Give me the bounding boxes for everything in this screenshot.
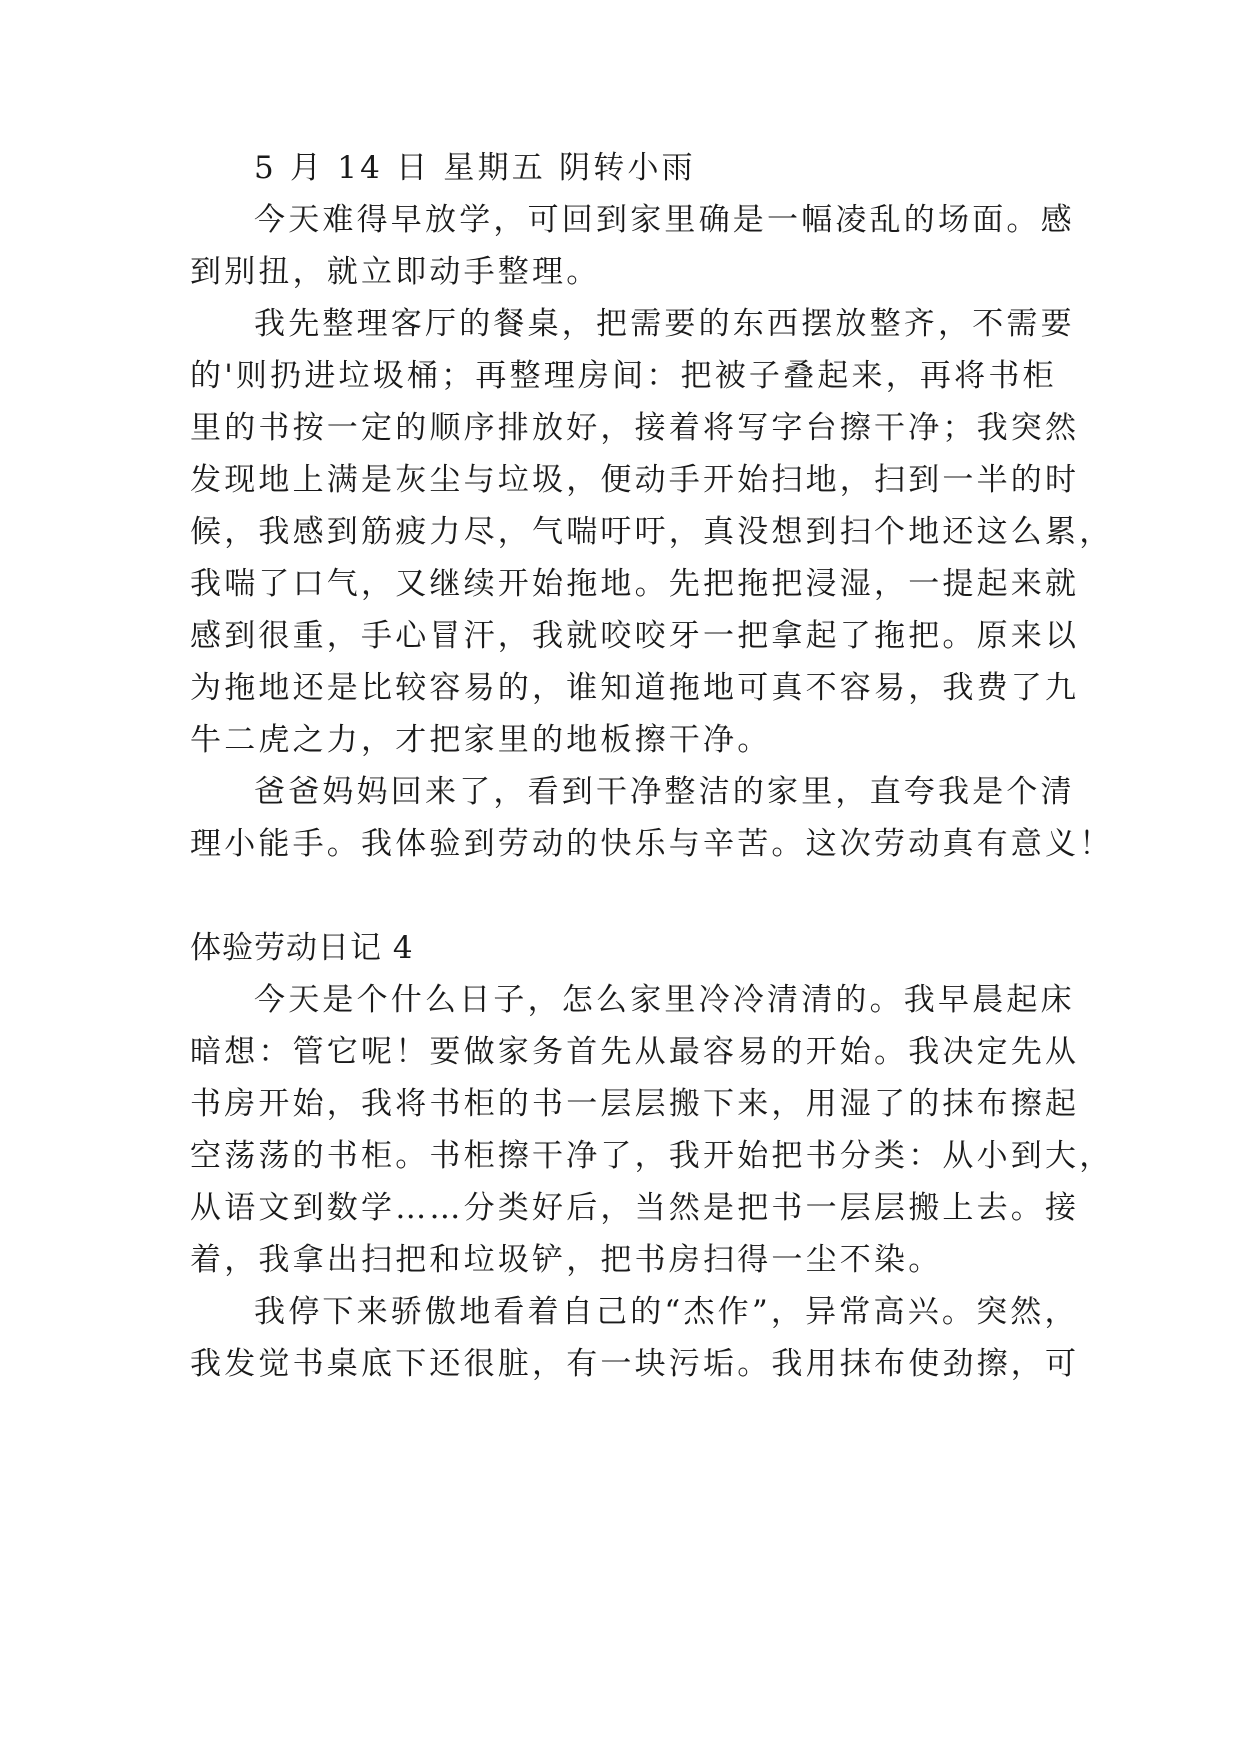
paragraph-line: 暗想：管它呢！要做家务首先从最容易的开始。我决定先从 [190,1034,1080,1070]
paragraph-line: 爸爸妈妈回来了，看到干净整洁的家里，直夸我是个清 [254,774,1075,810]
paragraph-line: 到别扭，就立即动手整理。 [190,254,601,290]
paragraph-line: 着，我拿出扫把和垃圾铲，把书房扫得一尘不染。 [190,1242,943,1278]
paragraph-line: 空荡荡的书柜。书柜擦干净了，我开始把书分类：从小到大， [190,1138,1114,1174]
paragraph-line: 我发觉书桌底下还很脏，有一块污垢。我用抹布使劲擦，可 [190,1346,1080,1382]
paragraph-line: 我喘了口气，又继续开始拖地。先把拖把浸湿，一提起来就 [190,566,1080,602]
paragraph-line: 我停下来骄傲地看着自己的“杰作”，异常高兴。突然， [254,1294,1079,1330]
paragraph-line: 的'则扔进垃圾桶；再整理房间：把被子叠起来，再将书柜 [190,358,1057,394]
paragraph-line: 我先整理客厅的餐桌，把需要的东西摆放整齐，不需要 [254,306,1075,342]
paragraph-line: 候，我感到筋疲力尽，气喘吁吁，真没想到扫个地还这么累， [190,514,1114,550]
paragraph-line: 感到很重，手心冒汗，我就咬咬牙一把拿起了拖把。原来以 [190,618,1080,654]
paragraph-line: 今天难得早放学，可回到家里确是一幅凌乱的场面。感 [254,202,1075,238]
paragraph-line: 今天是个什么日子，怎么家里冷冷清清的。我早晨起床 [254,982,1075,1018]
paragraph-line: 为拖地还是比较容易的，谁知道拖地可真不容易，我费了九 [190,670,1080,706]
entry-date: 5 月 14 日 星期五 阴转小雨 [254,150,696,186]
paragraph-line: 里的书按一定的顺序排放好，接着将写字台擦干净；我突然 [190,410,1080,446]
paragraph-line: 理小能手。我体验到劳动的快乐与辛苦。这次劳动真有意义！ [190,826,1114,862]
paragraph-line: 从语文到数学……分类好后，当然是把书一层层搬上去。接 [190,1190,1080,1226]
paragraph-line: 书房开始，我将书柜的书一层层搬下来，用湿了的抹布擦起 [190,1086,1080,1122]
entry-title: 体验劳动日记 4 [190,930,414,966]
paragraph-line: 发现地上满是灰尘与垃圾，便动手开始扫地，扫到一半的时 [190,462,1080,498]
paragraph-line: 牛二虎之力，才把家里的地板擦干净。 [190,722,772,758]
